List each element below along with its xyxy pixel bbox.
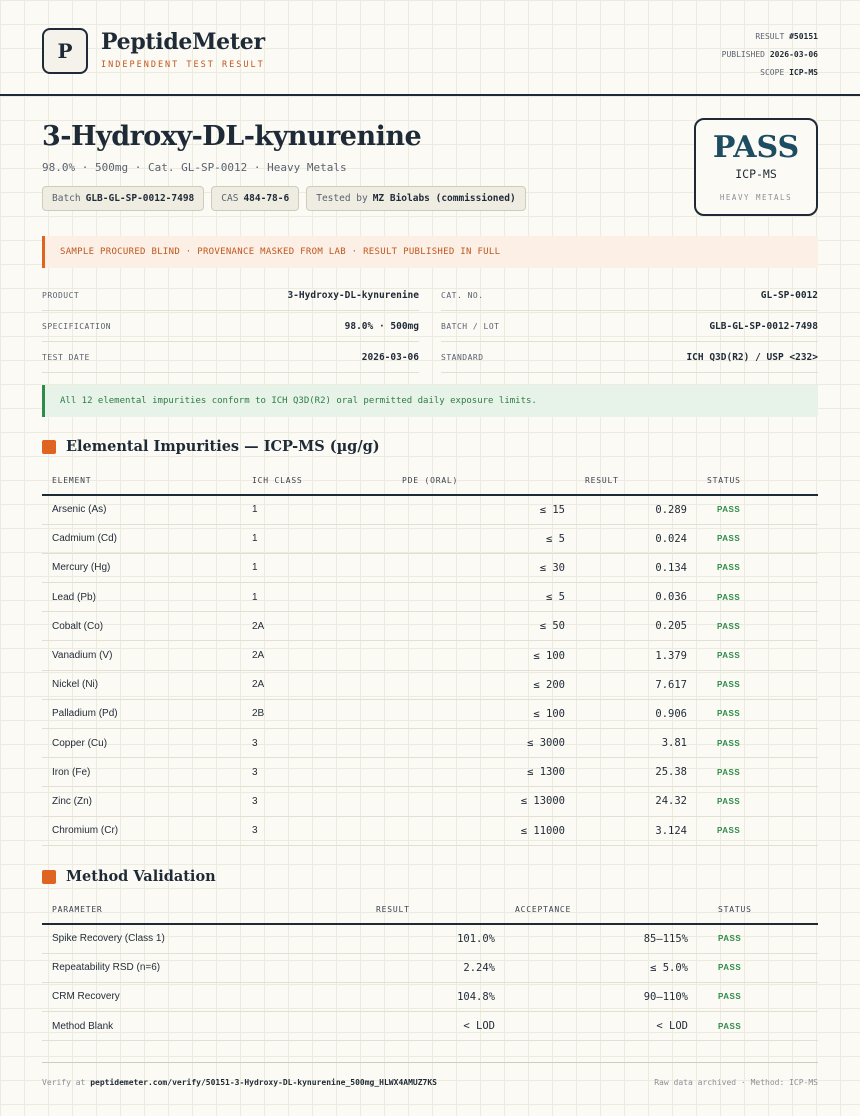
info-value: 98.0% · 500mg: [344, 321, 419, 332]
parameter-cell: Repeatability RSD (n=6): [42, 953, 312, 982]
status-badge: PASS: [697, 495, 818, 524]
info-value: GL-SP-0012: [760, 290, 818, 301]
result-cell: 0.024: [575, 524, 697, 553]
column-header: ELEMENT: [42, 466, 242, 495]
pde-cell: ≤ 50: [382, 612, 575, 641]
verify-link[interactable]: peptidemeter.com/verify/50151-3-Hydroxy-DL-kynurenine_500mg_HLWX4AMUZ7KS: [90, 1078, 437, 1087]
ich-class-cell: 3: [242, 729, 382, 758]
column-header: STATUS: [697, 466, 818, 495]
brand-name: PeptideMeter: [101, 29, 265, 55]
element-cell: Cobalt (Co): [42, 612, 242, 641]
status-badge: PASS: [698, 1012, 818, 1041]
pde-cell: ≤ 5: [382, 524, 575, 553]
status-badge: PASS: [697, 787, 818, 816]
status-badge: PASS: [698, 982, 818, 1011]
acceptance-cell: ≤ 5.0%: [505, 953, 698, 982]
published-date: PUBLISHED 2026-03-06: [721, 50, 818, 59]
ich-class-cell: 3: [242, 816, 382, 845]
column-header: ICH CLASS: [242, 466, 382, 495]
result-cell: 24.32: [575, 787, 697, 816]
result-cell: 0.205: [575, 612, 697, 641]
footer-note: Raw data archived · Method: ICP-MS: [654, 1078, 818, 1087]
table-row: [42, 729, 818, 758]
result-cell: 0.134: [575, 553, 697, 582]
element-cell: Cadmium (Cd): [42, 524, 242, 553]
status-badge: PASS: [697, 816, 818, 845]
table-header-row: [42, 895, 818, 924]
info-row: [42, 343, 818, 374]
result-meta: [722, 28, 818, 82]
info-value: ICH Q3D(R2) / USP <232>: [686, 352, 818, 363]
pde-cell: ≤ 30: [382, 553, 575, 582]
pde-cell: ≤ 1300: [382, 758, 575, 787]
table-row: [42, 583, 818, 612]
table-row: [42, 699, 818, 728]
status-badge: PASS: [697, 670, 818, 699]
column-header: PDE (ORAL): [382, 466, 575, 495]
status-badge: PASS: [697, 524, 818, 553]
product-chips: [42, 186, 526, 211]
section-marker-icon: [42, 870, 56, 884]
ich-class-cell: 1: [242, 524, 382, 553]
conformance-note: All 12 elemental impurities conform to ICH Q3D(R2) oral permitted daily exposure limits.: [42, 385, 818, 417]
ich-class-cell: 2A: [242, 612, 382, 641]
info-value: 2026-03-06: [361, 352, 419, 363]
status-badge: PASS: [697, 641, 818, 670]
result-cell: 1.379: [575, 641, 697, 670]
info-cell: [441, 343, 818, 373]
table-row: [42, 524, 818, 553]
pde-cell: ≤ 100: [382, 699, 575, 728]
table-row: [42, 924, 818, 953]
status-badge: PASS: [697, 583, 818, 612]
element-cell: Zinc (Zn): [42, 787, 242, 816]
validation-section-header: [42, 868, 216, 885]
element-cell: Nickel (Ni): [42, 670, 242, 699]
column-header: RESULT: [575, 466, 697, 495]
pde-cell: ≤ 13000: [382, 787, 575, 816]
cas-chip: CAS 484-78-6: [211, 186, 299, 211]
info-label: SPECIFICATION: [42, 322, 112, 331]
table-row: [42, 816, 818, 845]
status-badge: PASS: [697, 699, 818, 728]
ich-class-cell: 3: [242, 787, 382, 816]
tested-by-chip: Tested by MZ Biolabs (commissioned): [306, 186, 525, 211]
table-row: [42, 670, 818, 699]
verdict-status: PASS: [712, 130, 800, 165]
info-cell: [42, 312, 419, 342]
batch-chip: Batch GLB-GL-SP-0012-7498: [42, 186, 204, 211]
verify-text: Verify at peptidemeter.com/verify/50151-3-Hydroxy-DL-kynurenine_500mg_HLWX4AMUZ7KS: [42, 1078, 437, 1087]
element-cell: Iron (Fe): [42, 758, 242, 787]
table-row: [42, 641, 818, 670]
status-badge: PASS: [698, 953, 818, 982]
page-header: [0, 0, 860, 96]
column-header: RESULT: [312, 895, 505, 924]
acceptance-cell: < LOD: [505, 1012, 698, 1041]
product-subtitle: 98.0% · 500mg · Cat. GL-SP-0012 · Heavy Metals: [42, 161, 347, 174]
element-cell: Lead (Pb): [42, 583, 242, 612]
parameter-cell: Method Blank: [42, 1012, 312, 1041]
page-footer: [42, 1062, 818, 1102]
pde-cell: ≤ 5: [382, 583, 575, 612]
table-row: [42, 953, 818, 982]
status-badge: PASS: [697, 758, 818, 787]
acceptance-cell: 85–115%: [505, 924, 698, 953]
element-cell: Mercury (Hg): [42, 553, 242, 582]
verdict-category: HEAVY METALS: [719, 193, 793, 202]
pde-cell: ≤ 15: [382, 495, 575, 524]
pde-cell: ≤ 11000: [382, 816, 575, 845]
ich-class-cell: 2A: [242, 641, 382, 670]
status-badge: PASS: [698, 924, 818, 953]
verdict-method: ICP-MS: [735, 167, 777, 181]
status-badge: PASS: [697, 553, 818, 582]
brand-tagline: INDEPENDENT TEST RESULT: [101, 60, 265, 70]
info-grid: [42, 281, 818, 374]
status-badge: PASS: [697, 612, 818, 641]
info-cell: [42, 281, 419, 311]
status-badge: PASS: [697, 729, 818, 758]
result-cell: 2.24%: [312, 953, 505, 982]
table-row: [42, 495, 818, 524]
result-cell: 3.124: [575, 816, 697, 845]
info-row: [42, 312, 818, 343]
column-header: STATUS: [698, 895, 818, 924]
section-marker-icon: [42, 440, 56, 454]
table-row: [42, 1012, 818, 1041]
table-row: [42, 787, 818, 816]
result-cell: 104.8%: [312, 982, 505, 1011]
ich-class-cell: 2A: [242, 670, 382, 699]
info-label: CAT. NO.: [441, 291, 484, 300]
element-cell: Arsenic (As): [42, 495, 242, 524]
column-header: PARAMETER: [42, 895, 312, 924]
ich-class-cell: 2B: [242, 699, 382, 728]
procurement-banner: SAMPLE PROCURED BLIND · PROVENANCE MASKED FROM LAB · RESULT PUBLISHED IN FULL: [42, 236, 818, 268]
info-label: PRODUCT: [42, 291, 80, 300]
section-title: Method Validation: [66, 868, 216, 885]
result-cell: 0.906: [575, 699, 697, 728]
parameter-cell: Spike Recovery (Class 1): [42, 924, 312, 953]
element-cell: Vanadium (V): [42, 641, 242, 670]
element-cell: Palladium (Pd): [42, 699, 242, 728]
result-cell: 3.81: [575, 729, 697, 758]
info-cell: [441, 312, 818, 342]
ich-class-cell: 1: [242, 583, 382, 612]
parameter-cell: CRM Recovery: [42, 982, 312, 1011]
result-number: RESULT #50151: [755, 32, 818, 41]
ich-class-cell: 1: [242, 495, 382, 524]
result-cell: < LOD: [312, 1012, 505, 1041]
impurities-section-header: [42, 438, 380, 455]
table-row: [42, 758, 818, 787]
table-row: [42, 553, 818, 582]
table-header-row: [42, 466, 818, 495]
ich-class-cell: 3: [242, 758, 382, 787]
result-cell: 25.38: [575, 758, 697, 787]
result-cell: 101.0%: [312, 924, 505, 953]
pde-cell: ≤ 100: [382, 641, 575, 670]
info-label: BATCH / LOT: [441, 322, 500, 331]
section-title: Elemental Impurities — ICP-MS (µg/g): [66, 438, 380, 455]
product-title: 3-Hydroxy-DL-kynurenine: [42, 121, 422, 152]
element-cell: Copper (Cu): [42, 729, 242, 758]
brand-logo: P: [42, 28, 88, 74]
info-value: GLB-GL-SP-0012-7498: [709, 321, 818, 332]
element-cell: Chromium (Cr): [42, 816, 242, 845]
pde-cell: ≤ 3000: [382, 729, 575, 758]
verdict-stamp: [694, 118, 818, 216]
result-cell: 0.036: [575, 583, 697, 612]
ich-class-cell: 1: [242, 553, 382, 582]
table-row: [42, 982, 818, 1011]
pde-cell: ≤ 200: [382, 670, 575, 699]
info-label: TEST DATE: [42, 353, 90, 362]
info-cell: [42, 343, 419, 373]
validation-table: [42, 895, 818, 1041]
impurities-table: [42, 466, 818, 846]
result-cell: 7.617: [575, 670, 697, 699]
info-row: [42, 281, 818, 312]
table-row: [42, 612, 818, 641]
acceptance-cell: 90–110%: [505, 982, 698, 1011]
result-cell: 0.289: [575, 495, 697, 524]
info-value: 3-Hydroxy-DL-kynurenine: [287, 290, 419, 301]
column-header: ACCEPTANCE: [505, 895, 698, 924]
scope: SCOPE ICP-MS: [760, 68, 818, 77]
info-label: STANDARD: [441, 353, 484, 362]
info-cell: [441, 281, 818, 311]
